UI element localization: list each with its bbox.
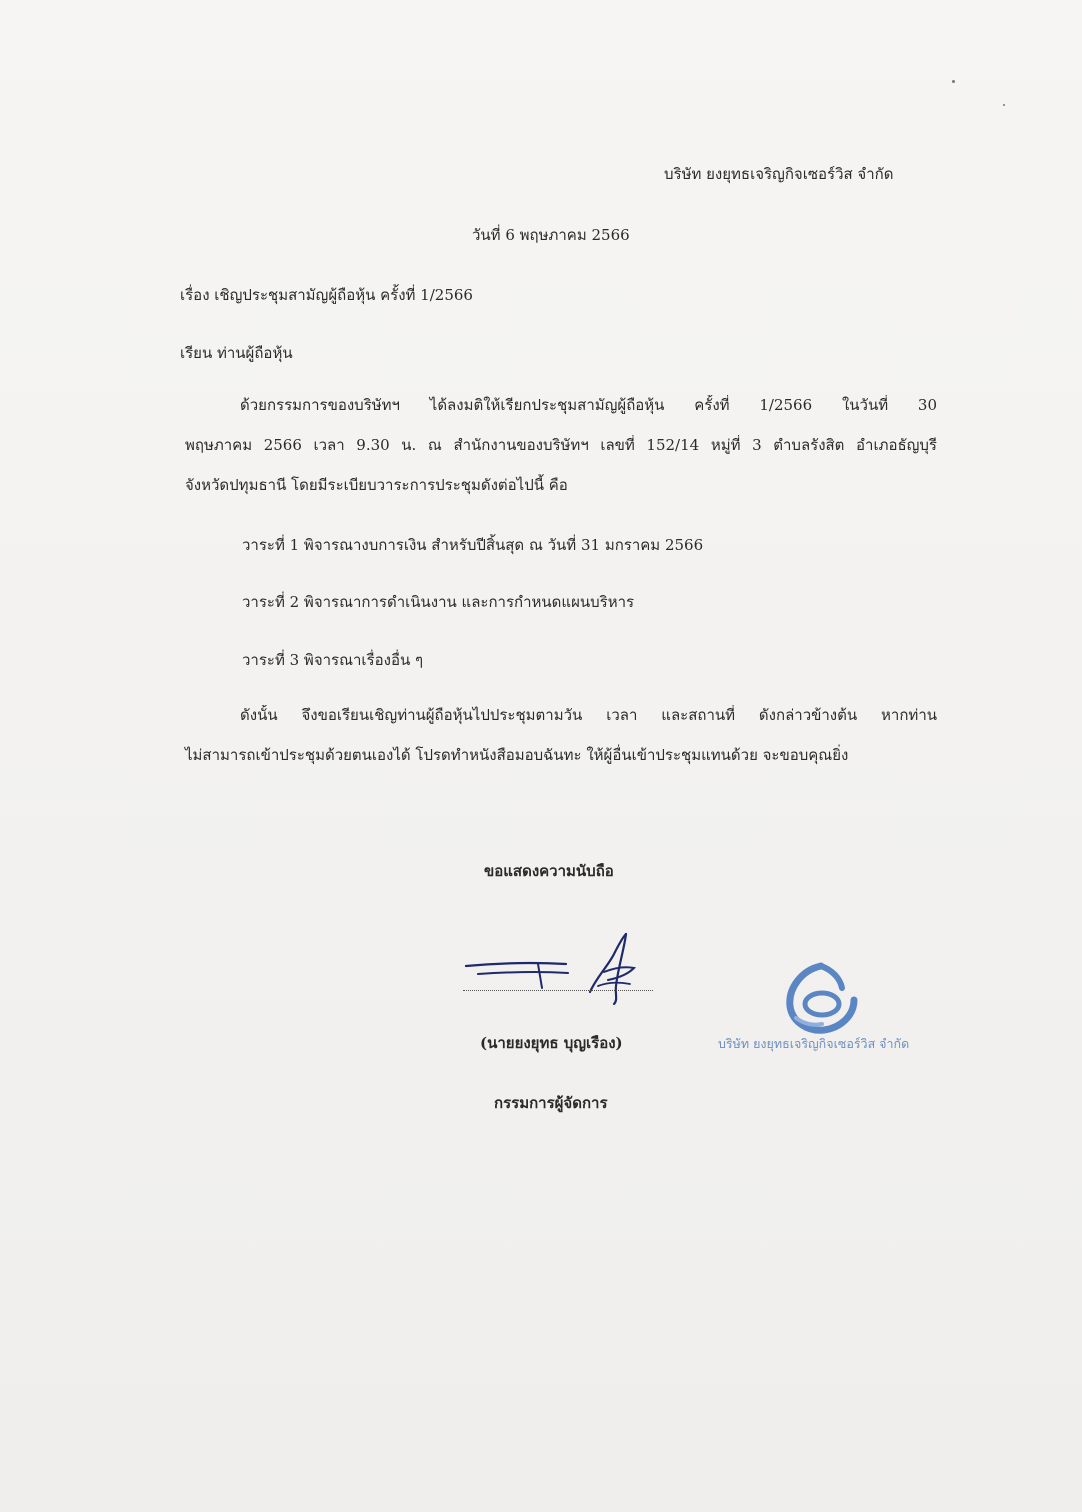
agenda-item-2: วาระที่ 2 พิจารณาการดำเนินงาน และการกำหนดแผนบริหาร xyxy=(242,593,635,611)
paragraph-1-line-3: จังหวัดปทุมธานี โดยมีระเบียบวาระการประชุมดังต่อไปนี้ คือ xyxy=(185,476,568,494)
paper-speck xyxy=(1003,104,1005,106)
closing-phrase: ขอแสดงความนับถือ xyxy=(484,862,614,880)
date-line: วันที่ 6 พฤษภาคม 2566 xyxy=(472,226,630,244)
signer-name: (นายยงยุทธ บุญเรือง) xyxy=(480,1034,623,1052)
paragraph-2-line-1: ดังนั้น จึงขอเรียนเชิญท่านผู้ถือหุ้นไปประชุมตามวัน เวลา และสถานที่ ดังกล่าวข้างต้น หากท่าน xyxy=(240,706,937,724)
salutation: เรียน ท่านผู้ถือหุ้น xyxy=(180,344,293,362)
paragraph-2-line-2: ไม่สามารถเข้าประชุมด้วยตนเองได้ โปรดทำหนังสือมอบฉันทะ ให้ผู้อื่นเข้าประชุมแทนด้วย จะขอบคุณยิ่ง xyxy=(185,746,849,764)
body-paragraph-1 xyxy=(185,395,937,515)
company-header: บริษัท ยงยุทธเจริญกิจเซอร์วิส จำกัด xyxy=(664,165,894,183)
subject-line: เรื่อง เชิญประชุมสามัญผู้ถือหุ้น ครั้งที่ 1/2566 xyxy=(180,286,473,304)
signer-position: กรรมการผู้จัดการ xyxy=(494,1094,608,1112)
paper-speck xyxy=(952,80,955,83)
agenda-item-1: วาระที่ 1 พิจารณางบการเงิน สำหรับปีสิ้นสุด ณ วันที่ 31 มกราคม 2566 xyxy=(242,536,704,554)
signature-dotted-line xyxy=(463,990,653,991)
handwritten-signature xyxy=(458,928,668,1008)
logo-company-name: บริษัท ยงยุทธเจริญกิจเซอร์วิส จำกัด xyxy=(718,1036,910,1051)
paragraph-1-line-2: พฤษภาคม 2566 เวลา 9.30 น. ณ สำนักงานของบริษัทฯ เลขที่ 152/14 หมู่ที่ 3 ตำบลรังสิต อำเภอธัญบุรี xyxy=(185,436,937,454)
company-logo-icon xyxy=(780,962,862,1034)
body-paragraph-2 xyxy=(185,705,937,785)
agenda-item-3: วาระที่ 3 พิจารณาเรื่องอื่น ๆ xyxy=(242,651,424,669)
paragraph-1-line-1: ด้วยกรรมการของบริษัทฯ ได้ลงมติให้เรียกประชุมสามัญผู้ถือหุ้น ครั้งที่ 1/2566 ในวันที่ 30 xyxy=(240,396,937,414)
